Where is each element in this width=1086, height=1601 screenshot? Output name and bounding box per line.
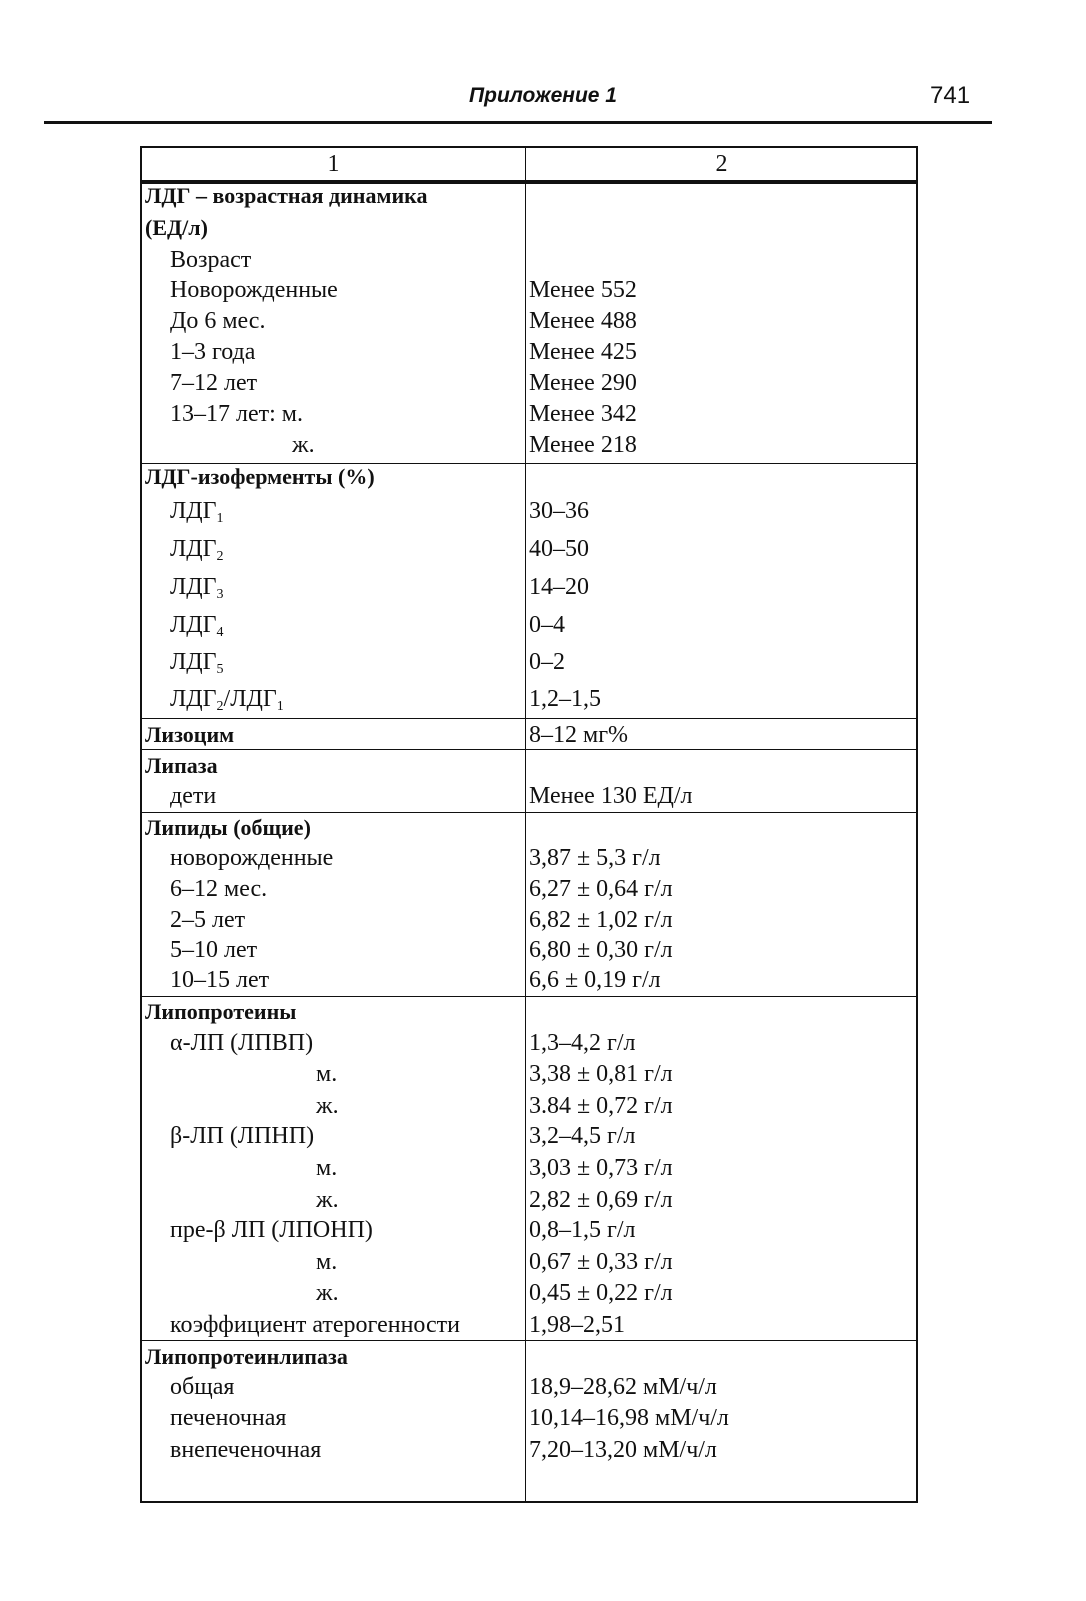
row-value: Менее 342 xyxy=(529,401,637,427)
row-value: 1,2–1,5 xyxy=(529,686,601,712)
row-label xyxy=(145,752,218,780)
row-value: 18,9–28,62 мМ/ч/л xyxy=(529,1374,717,1400)
row-label-text: ЛДГ xyxy=(170,612,217,638)
row-label-text: дети xyxy=(170,783,217,809)
row-value: 1,98–2,51 xyxy=(529,1312,625,1338)
row-label-text: общая xyxy=(170,1374,235,1400)
row-label-text: ЛДГ xyxy=(170,574,217,600)
row-label-text: 6–12 мес. xyxy=(170,876,268,902)
row-label xyxy=(145,214,208,242)
group-separator xyxy=(142,749,916,750)
row-label xyxy=(145,721,234,749)
row-value: 3,87 ± 5,3 г/л xyxy=(529,845,661,871)
row-label-text: ж. xyxy=(316,1187,339,1213)
row-label xyxy=(170,1216,373,1244)
row-label xyxy=(170,535,224,563)
row-label xyxy=(170,497,224,525)
row-label-text: β-ЛП (ЛПНП) xyxy=(170,1123,315,1149)
row-label xyxy=(170,906,245,934)
row-label xyxy=(292,431,315,459)
row-label xyxy=(316,1154,337,1182)
row-label-text: ж. xyxy=(316,1280,339,1306)
group-separator xyxy=(142,996,916,997)
column-header-1: 1 xyxy=(327,151,340,177)
row-value: 40–50 xyxy=(529,536,589,562)
row-value: 0–4 xyxy=(529,612,565,638)
row-label-text: м. xyxy=(316,1155,338,1181)
row-label-subscript: 2 xyxy=(216,699,224,714)
row-label-text: ж. xyxy=(292,432,315,458)
row-label-text: ЛДГ-изоферменты (%) xyxy=(145,464,375,489)
row-value: 2,82 ± 0,69 г/л xyxy=(529,1187,673,1213)
row-label-text: 7–12 лет xyxy=(170,370,258,396)
page-number: 741 xyxy=(930,82,971,109)
row-label xyxy=(170,246,251,274)
row-value: 10,14–16,98 мМ/ч/л xyxy=(529,1405,729,1431)
row-label-text: (ЕД/л) xyxy=(145,215,208,240)
row-label-subscript: 1 xyxy=(276,699,284,714)
row-label-text: Липиды (общие) xyxy=(145,815,311,840)
row-label xyxy=(145,1343,348,1371)
row-label-text: α-ЛП (ЛПВП) xyxy=(170,1030,314,1056)
row-label xyxy=(170,936,257,964)
row-label-text: Липопротеины xyxy=(145,999,297,1024)
row-label-text: Липаза xyxy=(145,753,218,778)
row-label-text: 5–10 лет xyxy=(170,937,258,963)
row-label-text: ЛДГ xyxy=(170,498,217,524)
row-value: 3,38 ± 0,81 г/л xyxy=(529,1061,673,1087)
row-value: 6,27 ± 0,64 г/л xyxy=(529,876,673,902)
row-label xyxy=(145,814,311,842)
row-label-text: ЛДГ – возрастная динамика xyxy=(145,183,428,208)
row-value: 1,3–4,2 г/л xyxy=(529,1030,636,1056)
row-label-text: До 6 мес. xyxy=(170,308,266,334)
row-label-subscript: 5 xyxy=(216,662,224,677)
group-separator xyxy=(142,812,916,813)
row-value: Менее 552 xyxy=(529,277,637,303)
row-label xyxy=(145,998,296,1026)
row-label-subscript: 3 xyxy=(216,587,224,602)
row-label xyxy=(170,369,257,397)
row-label-text: 1–3 года xyxy=(170,339,256,365)
row-label-text: печеночная xyxy=(170,1405,287,1431)
row-label xyxy=(170,611,224,639)
row-value: 14–20 xyxy=(529,574,589,600)
row-label-text: пре-β ЛП (ЛПОНП) xyxy=(170,1217,373,1243)
group-separator xyxy=(142,1340,916,1341)
row-value: 6,82 ± 1,02 г/л xyxy=(529,907,673,933)
row-label-subscript: 2 xyxy=(216,549,224,564)
row-label xyxy=(145,182,427,210)
row-value: 3,03 ± 0,73 г/л xyxy=(529,1155,673,1181)
row-value: 0,45 ± 0,22 г/л xyxy=(529,1280,673,1306)
row-value: 0,8–1,5 г/л xyxy=(529,1217,636,1243)
row-label xyxy=(170,966,269,994)
row-label xyxy=(170,573,224,601)
row-value: Менее 290 xyxy=(529,370,637,396)
row-label xyxy=(170,1311,460,1339)
row-value: Менее 425 xyxy=(529,339,637,365)
row-label-text: ЛДГ xyxy=(170,686,217,712)
row-label xyxy=(170,875,267,903)
row-value: 0,67 ± 0,33 г/л xyxy=(529,1249,673,1275)
row-value: 3,2–4,5 г/л xyxy=(529,1123,636,1149)
row-label xyxy=(170,338,255,366)
row-label-text: /ЛДГ xyxy=(223,686,277,712)
row-label xyxy=(316,1060,337,1088)
row-value: 6,6 ± 0,19 г/л xyxy=(529,967,661,993)
row-label-text: коэффициент атерогенности xyxy=(170,1312,460,1338)
row-label-text: 10–15 лет xyxy=(170,967,270,993)
row-label-text: 13–17 лет: м. xyxy=(170,401,303,427)
row-value: 7,20–13,20 мМ/ч/л xyxy=(529,1437,717,1463)
row-label-text: внепеченочная xyxy=(170,1437,322,1463)
row-value: Менее 218 xyxy=(529,432,637,458)
row-label xyxy=(170,685,284,713)
row-label-subscript: 1 xyxy=(216,511,224,526)
row-label xyxy=(170,400,303,428)
reference-table xyxy=(140,146,918,1503)
row-label xyxy=(316,1248,337,1276)
row-label xyxy=(170,844,333,872)
row-label-text: м. xyxy=(316,1249,338,1275)
row-label-text: ЛДГ xyxy=(170,536,217,562)
row-label-text: м. xyxy=(316,1061,338,1087)
row-label xyxy=(170,307,265,335)
row-label xyxy=(170,276,338,304)
row-label-text: новорожденные xyxy=(170,845,334,871)
group-separator xyxy=(142,718,916,719)
row-label xyxy=(170,1373,234,1401)
row-label-text: Липопротеинлипаза xyxy=(145,1344,348,1369)
row-label xyxy=(316,1186,339,1214)
row-label xyxy=(170,648,224,676)
row-value: 3.84 ± 0,72 г/л xyxy=(529,1093,673,1119)
row-label xyxy=(170,1436,321,1464)
column-divider xyxy=(525,148,526,1501)
row-label-subscript: 4 xyxy=(216,625,224,640)
column-header-2: 2 xyxy=(715,151,728,177)
row-label xyxy=(170,1404,286,1432)
row-value: 30–36 xyxy=(529,498,589,524)
row-value: 0–2 xyxy=(529,649,565,675)
row-value: Менее 488 xyxy=(529,308,637,334)
row-label-text: ж. xyxy=(316,1093,339,1119)
row-label-text: 2–5 лет xyxy=(170,907,246,933)
row-label xyxy=(170,1122,314,1150)
row-value: 6,80 ± 0,30 г/л xyxy=(529,937,673,963)
row-label-text: Лизоцим xyxy=(145,722,235,747)
row-label-text: Новорожденные xyxy=(170,277,338,303)
row-label xyxy=(316,1279,339,1307)
header-rule xyxy=(44,121,992,124)
row-value: 8–12 мг% xyxy=(529,722,629,748)
row-label xyxy=(170,782,216,810)
row-label-text: Возраст xyxy=(170,247,252,273)
page-header-title: Приложение 1 xyxy=(469,84,617,107)
row-label xyxy=(316,1092,339,1120)
row-label xyxy=(145,463,375,491)
row-label-text: ЛДГ xyxy=(170,649,217,675)
row-value: Менее 130 ЕД/л xyxy=(529,783,693,809)
row-label xyxy=(170,1029,313,1057)
